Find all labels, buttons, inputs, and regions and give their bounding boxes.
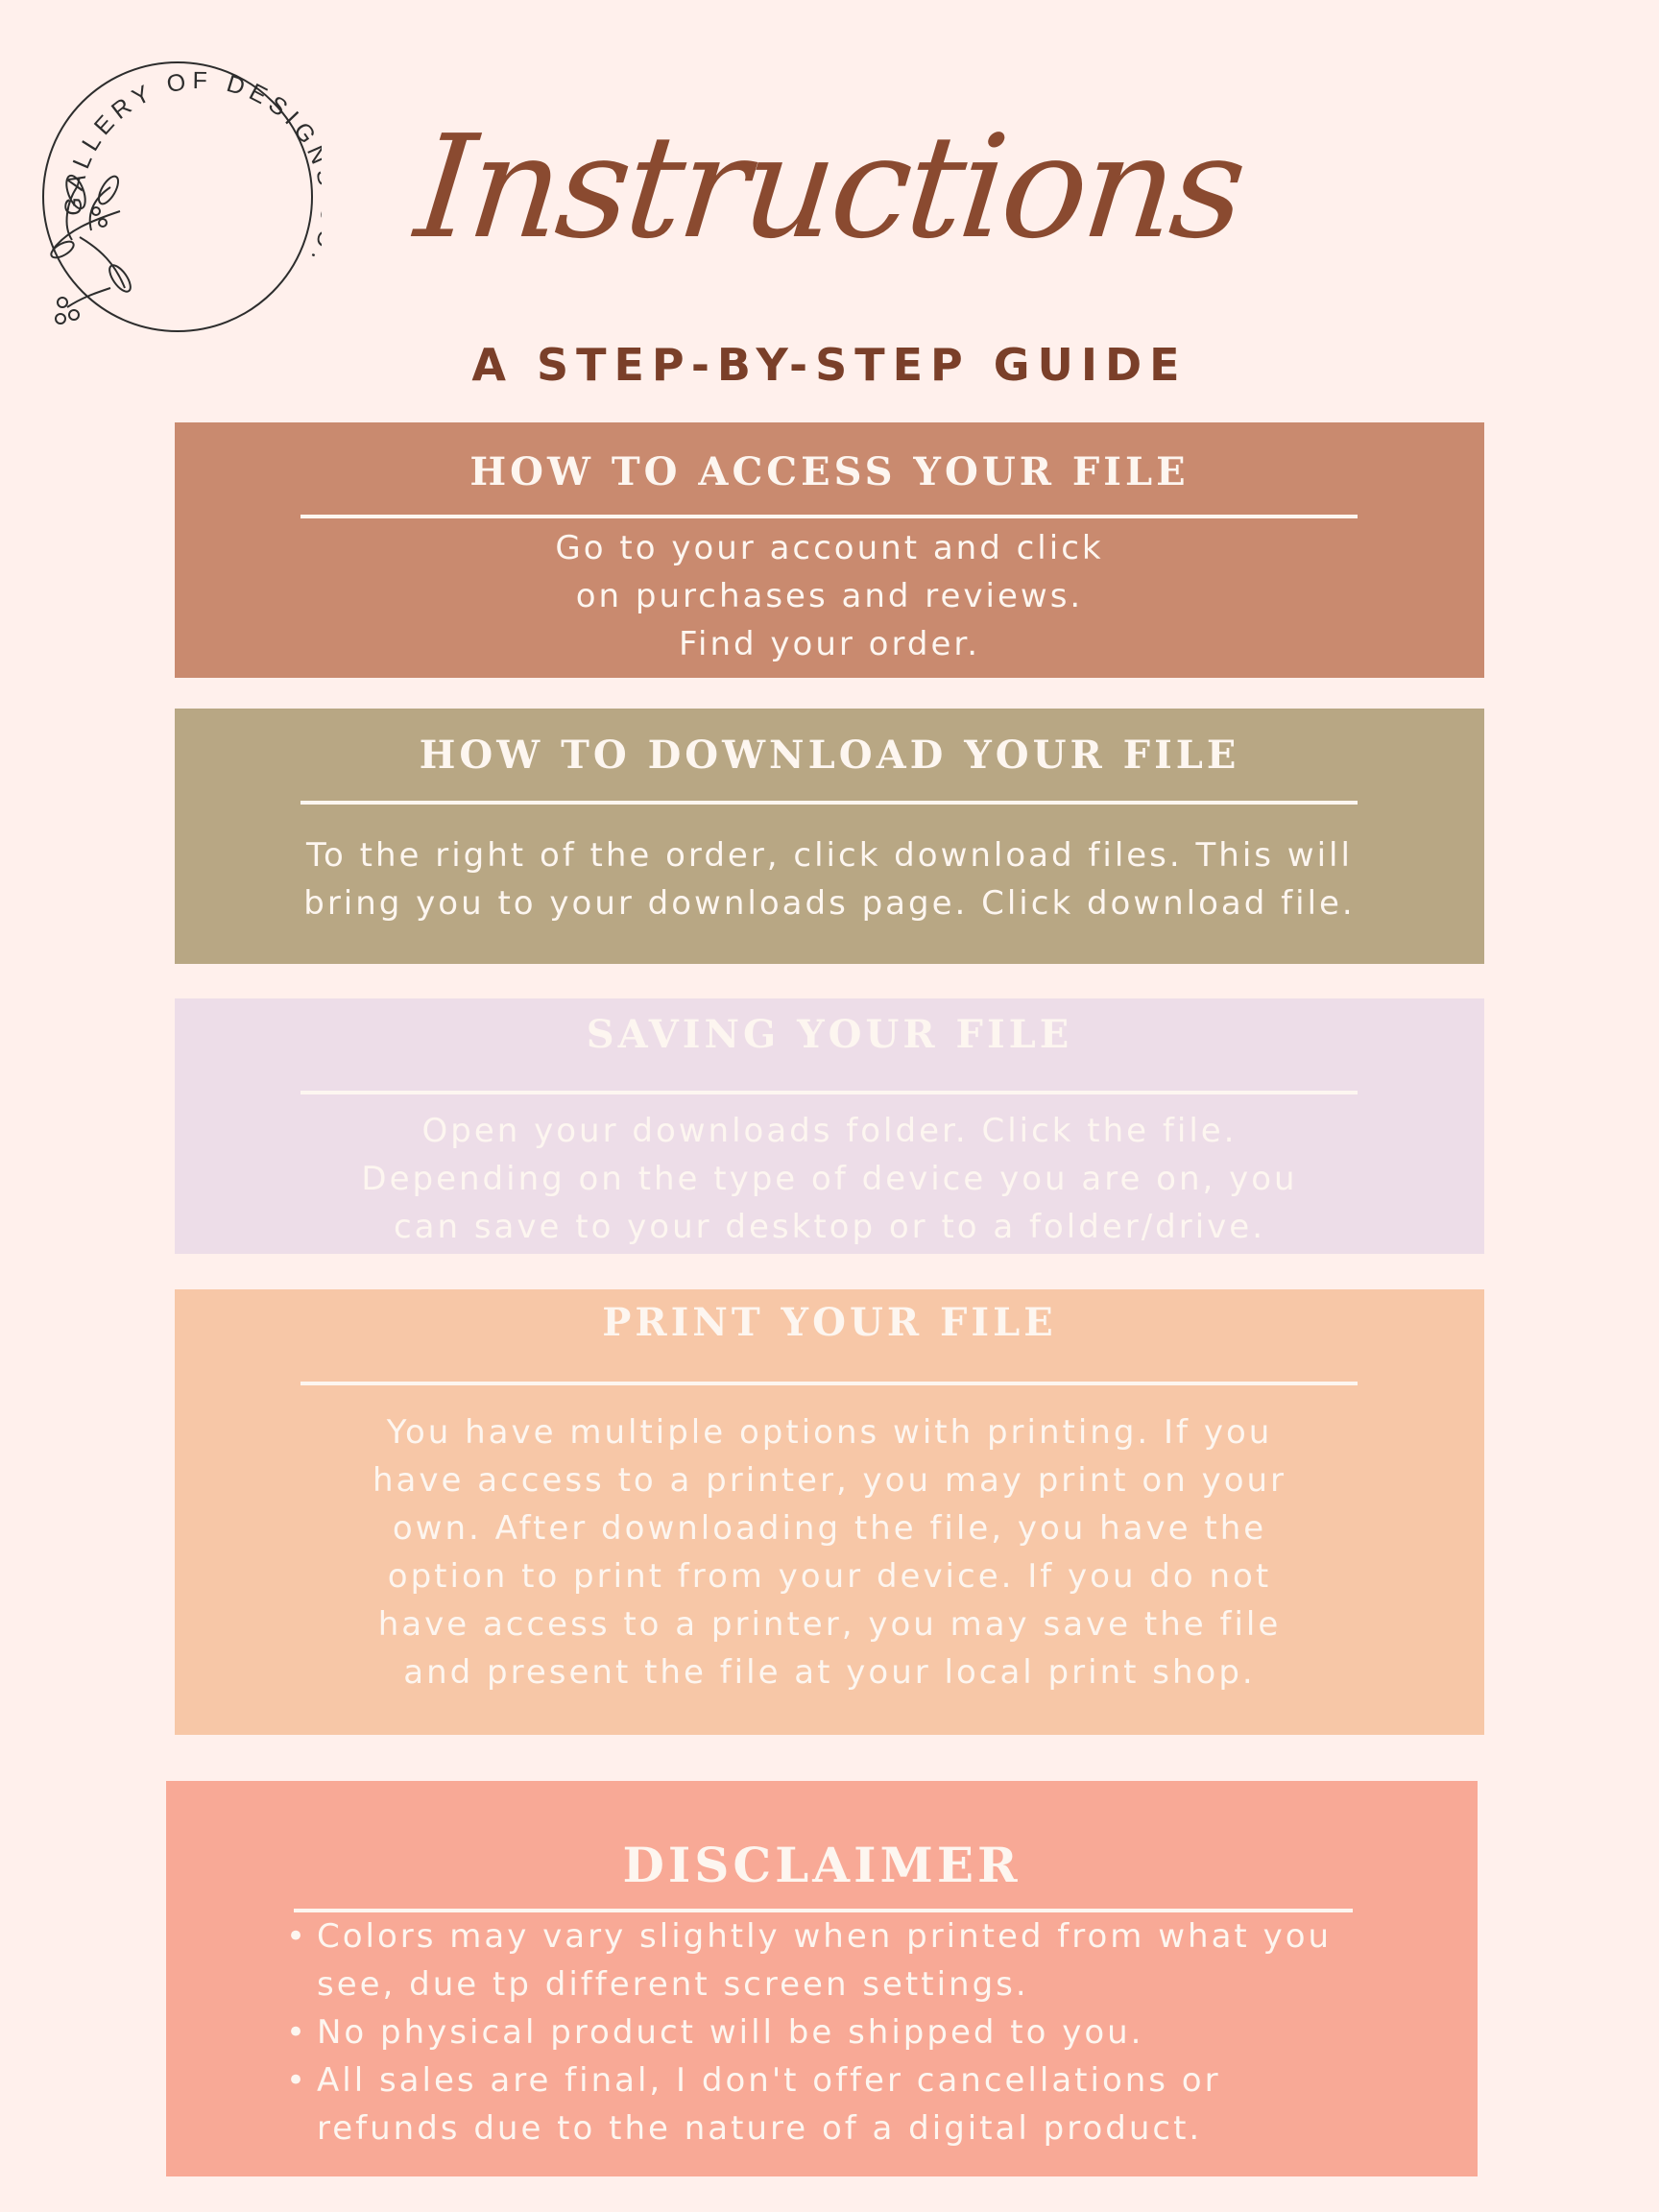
section-text-line: Find your order. [678,625,981,663]
section-text-line: can save to your desktop or to a folder/drive. [393,1208,1266,1246]
section-text-line: have access to a printer, you may save the file [377,1605,1282,1644]
section-print-file [175,1289,1484,1735]
section-text-line: You have multiple options with printing. If you [386,1413,1273,1452]
section-text-line: on purchases and reviews. [575,577,1084,615]
disclaimer-heading: DISCLAIMER [622,1837,1022,1893]
disclaimer-text-line: • No physical product will be shipped to you. [317,2013,1144,2052]
disclaimer-list [286,1912,1457,2152]
section-download-file [175,709,1484,964]
section-text-line: own. After downloading the file, you have the [392,1509,1267,1548]
section-disclaimer [166,1781,1478,2176]
disclaimer-text-line: • All sales are final, I don't offer cancellations or [317,2061,1221,2100]
section-text-line: option to print from your device. If you do not [387,1557,1272,1596]
section-text-line: Depending on the type of device you are on, you [361,1160,1298,1198]
section-divider [301,1091,1358,1094]
disclaimer-item [286,2008,1457,2056]
disclaimer-item [286,2056,1457,2152]
section-heading: HOW TO DOWNLOAD YOUR FILE [419,733,1240,778]
section-heading: PRINT YOUR FILE [602,1300,1057,1345]
disclaimer-text-line: see, due tp different screen settings. [317,1965,1029,2004]
disclaimer-text-line: • Colors may vary slightly when printed from what you [317,1917,1333,1956]
section-access-file [175,422,1484,678]
section-text-line: To the right of the order, click download files. This will [306,836,1353,875]
section-divider [301,1382,1358,1385]
section-text-line: Go to your account and click [555,529,1104,567]
section-divider [301,801,1358,805]
section-text-line: and present the file at your local print shop. [403,1653,1256,1692]
disclaimer-item [286,1912,1457,2008]
page-subtitle: A STEP-BY-STEP GUIDE [471,339,1188,391]
section-text-line: have access to a printer, you may print on your [372,1461,1287,1500]
section-heading: HOW TO ACCESS YOUR FILE [469,449,1190,494]
section-heading: SAVING YOUR FILE [586,1012,1073,1057]
logo-text: GALLERY OF DESIG [60,67,322,217]
section-divider [301,515,1358,518]
section-text-line: bring you to your downloads page. Click download file. [303,884,1356,923]
page-title: Instructions [409,105,1250,270]
disclaimer-text-line: refunds due to the nature of a digital product. [317,2109,1203,2148]
section-saving-file [175,998,1484,1254]
section-text-line: Open your downloads folder. Click the file. [421,1112,1238,1150]
